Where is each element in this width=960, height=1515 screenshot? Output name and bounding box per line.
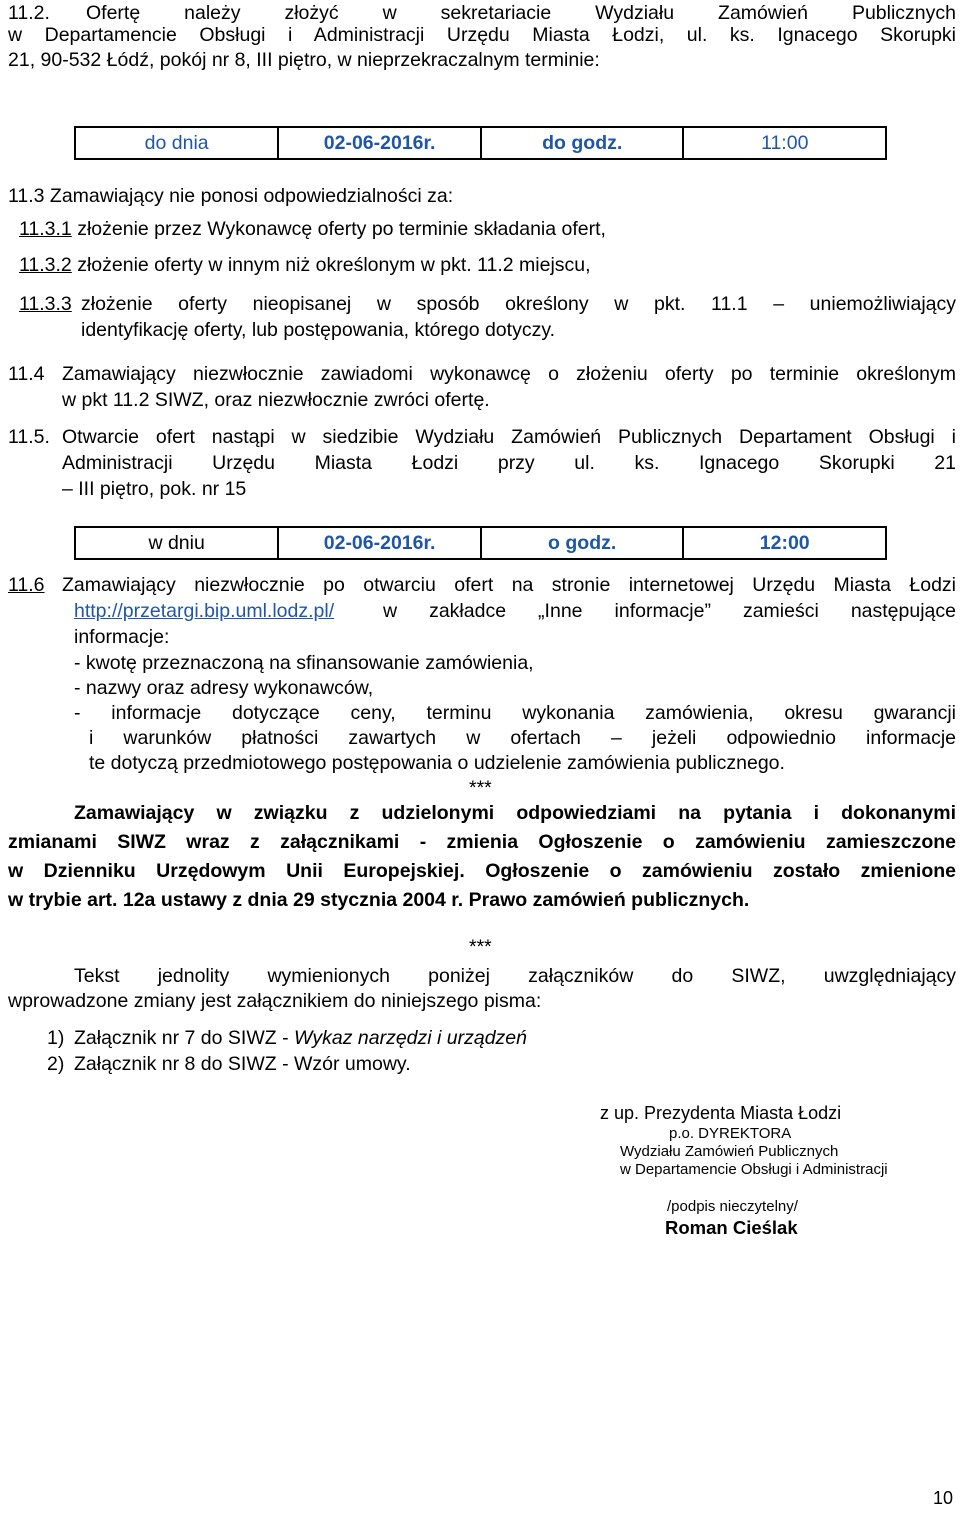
attachment-1-label: Załącznik nr 7 do SIWZ - [74,1027,294,1049]
section-11-6-number: 11.6 [8,574,45,596]
deadline-date: 02-06-2016r. [278,127,481,159]
section-11-4-number: 11.4 [8,363,45,385]
section-11-4-line2: w pkt 11.2 SIWZ, oraz niezwłocznie zwróci ofertę. [62,389,490,411]
signatory-name: Roman Cieślak [665,1217,798,1238]
section-11-2-line3: 21, 90-532 Łódź, pokój nr 8, III piętro, w nieprzekraczalnym terminie: [8,49,600,71]
signature-line1: z up. Prezydenta Miasta Łodzi [600,1103,842,1123]
section-11-6-bullet1: - kwotę przeznaczoną na sfinansowanie zamówienia, [74,652,534,674]
item-text: złożenie przez Wykonawcę oferty po terminie składania ofert, [77,218,606,240]
opening-hour-label: o godz. [481,527,684,559]
section-11-3-1 [19,216,606,242]
section-11-6-bullet3-line3: te dotyczą przedmiotowego postępowania o udzielenie zamówienia publicznego. [89,752,785,774]
attachment-1 [74,1025,527,1051]
signature-line4: w Departamencie Obsługi i Administracji [620,1161,888,1178]
amendment-line1: Zamawiający w związku z udzielonymi odpowiedziami na pytania i dokonanymi [74,802,956,824]
section-11-6-line2-rest: w zakładce „Inne informacje” zamieści następujące [383,600,956,622]
section-11-2-number: 11.2. [8,2,50,24]
opening-date: 02-06-2016r. [278,527,481,559]
amendment-line2: zmianami SIWZ wraz z załącznikami - zmienia Ogłoszenie o zamówieniu zamieszczone [8,831,956,853]
section-11-3-3-number-wrap [19,291,72,317]
item-number: 11.3.2 [19,254,72,276]
signature-line3: Wydziału Zamówień Publicznych [620,1143,839,1160]
section-11-6-bullet3-line2: i warunków płatności zawartych w ofertach – jeżeli odpowiednio informacje [89,727,956,749]
section-11-2-line1: Ofertę należy złożyć w sekretariacie Wydziału Zamówień Publicznych [86,2,956,24]
section-11-5-line2: Administracji Urzędu Miasta Łodzi przy ul. ks. Ignacego Skorupki 21 [62,452,956,474]
opening-box [74,526,887,560]
signature-line2: p.o. DYREKTORA [669,1125,792,1142]
section-11-5-number: 11.5. [8,426,50,448]
consolidated-text-line1: Tekst jednolity wymienionych poniżej załączników do SIWZ, uwzględniający [74,965,956,987]
deadline-box [74,126,887,160]
section-11-3-heading: 11.3 Zamawiający nie ponosi odpowiedzialności za: [8,185,454,207]
section-11-6-link-wrap [74,598,334,624]
attachment-2-number: 2) [47,1053,65,1075]
separator-stars: *** [469,936,492,958]
deadline-hour: 11:00 [683,127,886,159]
consolidated-text-line2: wprowadzone zmiany jest załącznikiem do niniejszego pisma: [8,990,542,1012]
attachment-1-number: 1) [47,1027,65,1049]
section-11-3-2 [19,252,591,278]
section-11-3-3-line2: identyfikację oferty, lub postępowania, którego dotyczy. [81,319,556,341]
opening-hour: 12:00 [683,527,886,559]
section-11-6-line1: Zamawiający niezwłocznie po otwarciu ofert na stronie internetowej Urzędu Miasta Łodzi [62,574,956,596]
opening-label: w dniu [75,527,278,559]
section-11-4-line1: Zamawiający niezwłocznie zawiadomi wykonawcę o złożeniu oferty po terminie określonym [62,363,956,385]
signature-note: /podpis nieczytelny/ [667,1198,798,1215]
section-11-6-line3: informacje: [74,626,170,648]
deadline-hour-label: do godz. [481,127,684,159]
attachment-2: Załącznik nr 8 do SIWZ - Wzór umowy. [74,1053,411,1075]
attachment-1-title: Wykaz narzędzi i urządzeń [293,1027,527,1049]
amendment-line3: w Dzienniku Urzędowym Unii Europejskiej. Ogłoszenie o zamówieniu zostało zmienione [8,860,956,882]
page-number: 10 [933,1488,954,1508]
section-11-5-line3: – III piętro, pok. nr 15 [62,478,247,500]
bip-link[interactable]: http://przetargi.bip.uml.lodz.pl/ [74,600,335,622]
deadline-label: do dnia [75,127,278,159]
section-11-2-line2: w Departamencie Obsługi i Administracji Urzędu Miasta Łodzi, ul. ks. Ignacego Skorupki [8,24,956,46]
section-11-5-line1: Otwarcie ofert nastąpi w siedzibie Wydziału Zamówień Publicznych Departament Obsługi i [62,426,956,448]
item-number: 11.3.3 [19,293,72,315]
section-11-6-bullet3-line1: - informacje dotyczące ceny, terminu wykonania zamówienia, okresu gwarancji [74,702,956,724]
item-number: 11.3.1 [19,218,72,240]
section-11-3-3-line1: złożenie oferty nieopisanej w sposób określony w pkt. 11.1 – uniemożliwiający [81,293,956,315]
item-text: złożenie oferty w innym niż określonym w pkt. 11.2 miejscu, [77,254,591,276]
section-11-6-bullet2: - nazwy oraz adresy wykonawców, [74,677,374,699]
amendment-line4: w trybie art. 12a ustawy z dnia 29 stycznia 2004 r. Prawo zamówień publicznych. [8,889,750,911]
separator-stars: *** [469,777,492,799]
